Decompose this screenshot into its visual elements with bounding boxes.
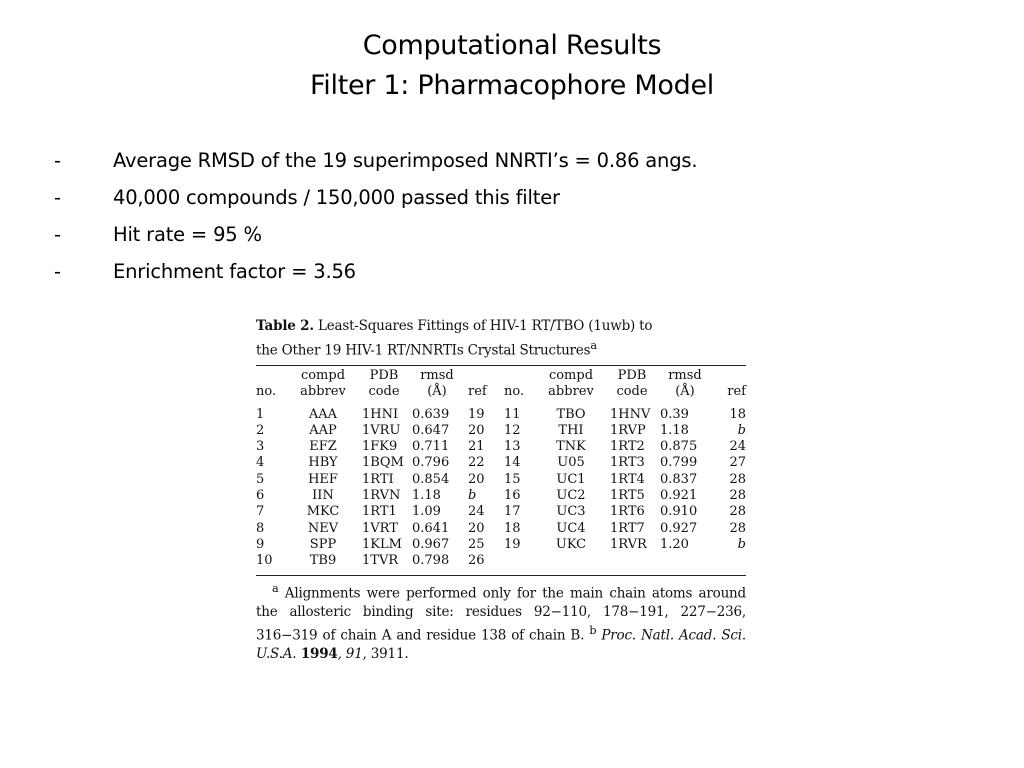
table-row <box>256 521 746 537</box>
cell-pdb: 1KLM <box>362 536 402 552</box>
cell-ref: 20 <box>468 520 485 536</box>
table-body <box>256 402 746 576</box>
cell-pdb: 1RT5 <box>610 487 645 503</box>
cell-compd: AAP <box>309 422 337 438</box>
cell-ref: 24 <box>468 504 485 520</box>
cell-no: 2 <box>256 422 265 438</box>
cell-ref: b <box>737 536 746 552</box>
cell-ref <box>710 553 746 575</box>
cell-compd: HBY <box>308 455 338 471</box>
cell-compd: TB9 <box>309 553 337 569</box>
cell-rmsd: 0.711 <box>412 439 450 455</box>
data-table <box>256 366 746 576</box>
cell-rmsd: 0.39 <box>660 406 689 422</box>
cell-rmsd: 1.09 <box>412 504 441 520</box>
cell-compd: THI <box>558 422 584 438</box>
header-rmsd <box>660 366 710 402</box>
bullet-item <box>54 142 954 179</box>
cell-no: 13 <box>504 439 521 455</box>
cell-no: 10 <box>256 553 273 569</box>
cell-ref: 19 <box>468 406 485 422</box>
cell-rmsd: 0.798 <box>412 553 450 569</box>
cell-pdb: 1FK9 <box>362 439 398 455</box>
header-rmsd-line-1: rmsd <box>420 367 454 383</box>
cell-compd: SPP <box>309 536 337 552</box>
table-row <box>256 553 746 575</box>
header-compd-line-2: abbrev <box>548 383 594 399</box>
cell-pdb: 1RVP <box>610 422 646 438</box>
cell-no: 8 <box>256 520 265 536</box>
cell-rmsd: 0.910 <box>660 504 698 520</box>
cell-no: 12 <box>504 422 521 438</box>
header-compd-line-1: compd <box>548 367 594 383</box>
bullet-dash: - <box>54 186 61 209</box>
footnote-mark-a: a <box>272 582 279 596</box>
header-compd-line-2: abbrev <box>300 383 346 399</box>
cell-pdb: 1RVR <box>610 536 647 552</box>
cell-rmsd: 0.641 <box>412 520 450 536</box>
header-compd <box>538 366 604 402</box>
bullet-dash: - <box>54 149 61 172</box>
table-caption-label: Table 2. <box>256 318 314 334</box>
footnote-volume: , 91 <box>337 645 363 662</box>
cell-compd: HEF <box>308 471 338 487</box>
header-pdb-line-1: PDB <box>369 367 399 383</box>
header-no: no. <box>256 383 277 399</box>
footnote-mark-b: b <box>589 623 597 637</box>
table-row <box>256 472 746 488</box>
header-pdb-line-2: code <box>616 383 648 399</box>
cell-compd: MKC <box>306 504 340 520</box>
header-ref: ref <box>727 383 746 399</box>
cell-rmsd: 0.875 <box>660 439 698 455</box>
cell-pdb: 1RT3 <box>610 455 645 471</box>
footnote-journal: Proc. Natl. Acad. Sci. U.S.A. <box>256 627 746 662</box>
cell-no: 17 <box>504 504 521 520</box>
table-figure <box>256 316 746 663</box>
slide-title <box>0 26 1024 106</box>
cell-rmsd: 0.639 <box>412 406 450 422</box>
cell-ref: 27 <box>729 455 746 471</box>
cell-rmsd: 0.799 <box>660 455 698 471</box>
table-caption <box>256 316 746 361</box>
header-rmsd-line-1: rmsd <box>668 367 702 383</box>
cell-no: 4 <box>256 455 265 471</box>
cell-rmsd: 1.18 <box>660 422 689 438</box>
bullet-item <box>54 253 954 290</box>
cell-ref: 26 <box>468 553 485 569</box>
cell-rmsd: 1.20 <box>660 536 689 552</box>
cell-rmsd: 0.921 <box>660 487 698 503</box>
cell-rmsd: 0.837 <box>660 471 698 487</box>
bullet-list <box>54 142 954 290</box>
table-row <box>256 537 746 553</box>
cell-compd: UC1 <box>556 471 586 487</box>
cell-compd: IIN <box>312 487 334 503</box>
cell-rmsd: 0.647 <box>412 422 450 438</box>
footnote-text: Alignments were performed only for the main chain atoms around the allosteric binding site: residues 92−110, 178−191, 227−236, 316−319 of chain A and residue 138 of chain B. <box>256 585 746 644</box>
cell-ref: 22 <box>468 455 485 471</box>
cell-no: 7 <box>256 504 265 520</box>
table-row <box>256 402 746 423</box>
footnote-year: 1994 <box>296 645 338 662</box>
cell-ref: 28 <box>729 520 746 536</box>
header-pdb <box>356 366 412 402</box>
cell-compd: U05 <box>557 455 585 471</box>
cell-ref: 20 <box>468 422 485 438</box>
table-header-row <box>256 366 746 402</box>
header-ref: ref <box>468 383 487 399</box>
header-no: no. <box>504 383 525 399</box>
table-row <box>256 488 746 504</box>
cell-compd: UC3 <box>556 504 586 520</box>
table-caption-text-1: Least-Squares Fittings of HIV-1 RT/TBO (1uwb) to <box>317 318 653 334</box>
cell-pdb: 1HNI <box>362 406 399 422</box>
cell-rmsd: 0.927 <box>660 520 698 536</box>
table-caption-text-2: the Other 19 HIV-1 RT/NNRTIs Crystal Structures <box>256 342 591 359</box>
cell-no: 3 <box>256 439 265 455</box>
title-line-2: Filter 1: Pharmacophore Model <box>310 70 714 101</box>
cell-no: 11 <box>504 406 521 422</box>
bullet-item <box>54 179 954 216</box>
cell-rmsd: 0.854 <box>412 471 450 487</box>
footnote-pages: , 3911. <box>362 645 409 662</box>
cell-pdb: 1VRT <box>362 520 398 536</box>
cell-no: 16 <box>504 487 521 503</box>
bullet-text: 40,000 compounds / 150,000 passed this filter <box>113 186 560 209</box>
cell-ref: 21 <box>468 439 485 455</box>
header-rmsd-line-2: (Å) <box>427 383 447 399</box>
bullet-text: Enrichment factor = 3.56 <box>113 260 356 283</box>
header-compd-line-1: compd <box>300 367 346 383</box>
cell-compd: UKC <box>555 536 587 552</box>
cell-compd: NEV <box>307 520 339 536</box>
cell-compd: UC4 <box>556 520 586 536</box>
table-row <box>256 439 746 455</box>
cell-no: 9 <box>256 536 265 552</box>
cell-compd: EFZ <box>309 439 337 455</box>
cell-compd: AAA <box>308 406 338 422</box>
bullet-item <box>54 216 954 253</box>
cell-compd <box>538 553 604 575</box>
bullet-dash: - <box>54 223 61 246</box>
cell-no: 14 <box>504 455 521 471</box>
cell-ref: 28 <box>729 471 746 487</box>
cell-pdb: 1RT6 <box>610 504 645 520</box>
table-caption-mark: a <box>590 339 597 352</box>
cell-pdb: 1RT1 <box>362 504 397 520</box>
cell-pdb: 1RT7 <box>610 520 645 536</box>
header-pdb <box>604 366 660 402</box>
cell-pdb: 1HNV <box>610 406 651 422</box>
cell-rmsd: 1.18 <box>412 487 441 503</box>
cell-pdb <box>604 553 660 575</box>
cell-compd: UC2 <box>556 487 586 503</box>
header-rmsd-line-2: (Å) <box>675 383 695 399</box>
cell-no: 19 <box>504 536 521 552</box>
header-pdb-line-2: code <box>368 383 400 399</box>
cell-rmsd <box>660 553 710 575</box>
cell-no <box>504 553 538 575</box>
cell-pdb: 1RTI <box>362 471 394 487</box>
table-row <box>256 455 746 471</box>
cell-ref: 20 <box>468 471 485 487</box>
cell-no: 18 <box>504 520 521 536</box>
cell-rmsd: 0.967 <box>412 536 450 552</box>
header-rmsd <box>412 366 462 402</box>
bullet-text: Hit rate = 95 % <box>113 223 262 246</box>
cell-pdb: 1RT2 <box>610 439 645 455</box>
cell-compd: TBO <box>556 406 586 422</box>
cell-no: 1 <box>256 406 265 422</box>
cell-ref: 24 <box>729 439 746 455</box>
cell-ref: 28 <box>729 504 746 520</box>
bullet-dash: - <box>54 260 61 283</box>
cell-ref: 25 <box>468 536 485 552</box>
table-row <box>256 423 746 439</box>
cell-pdb: 1TVR <box>362 553 399 569</box>
cell-no: 5 <box>256 471 265 487</box>
cell-ref: b <box>737 422 746 438</box>
cell-no: 15 <box>504 471 521 487</box>
table-row <box>256 504 746 520</box>
cell-ref: 18 <box>729 406 746 422</box>
cell-no: 6 <box>256 487 265 503</box>
cell-rmsd: 0.796 <box>412 455 450 471</box>
header-compd <box>290 366 356 402</box>
table-footnote <box>256 576 746 663</box>
cell-pdb: 1RVN <box>362 487 401 503</box>
cell-ref: b <box>468 487 477 503</box>
cell-pdb: 1RT4 <box>610 471 645 487</box>
cell-pdb: 1VRU <box>362 422 401 438</box>
bullet-text: Average RMSD of the 19 superimposed NNRTI’s = 0.86 angs. <box>113 149 698 172</box>
cell-ref: 28 <box>729 487 746 503</box>
title-line-1: Computational Results <box>362 30 662 61</box>
cell-compd: TNK <box>556 439 586 455</box>
header-pdb-line-1: PDB <box>617 367 647 383</box>
cell-pdb: 1BQM <box>362 455 404 471</box>
